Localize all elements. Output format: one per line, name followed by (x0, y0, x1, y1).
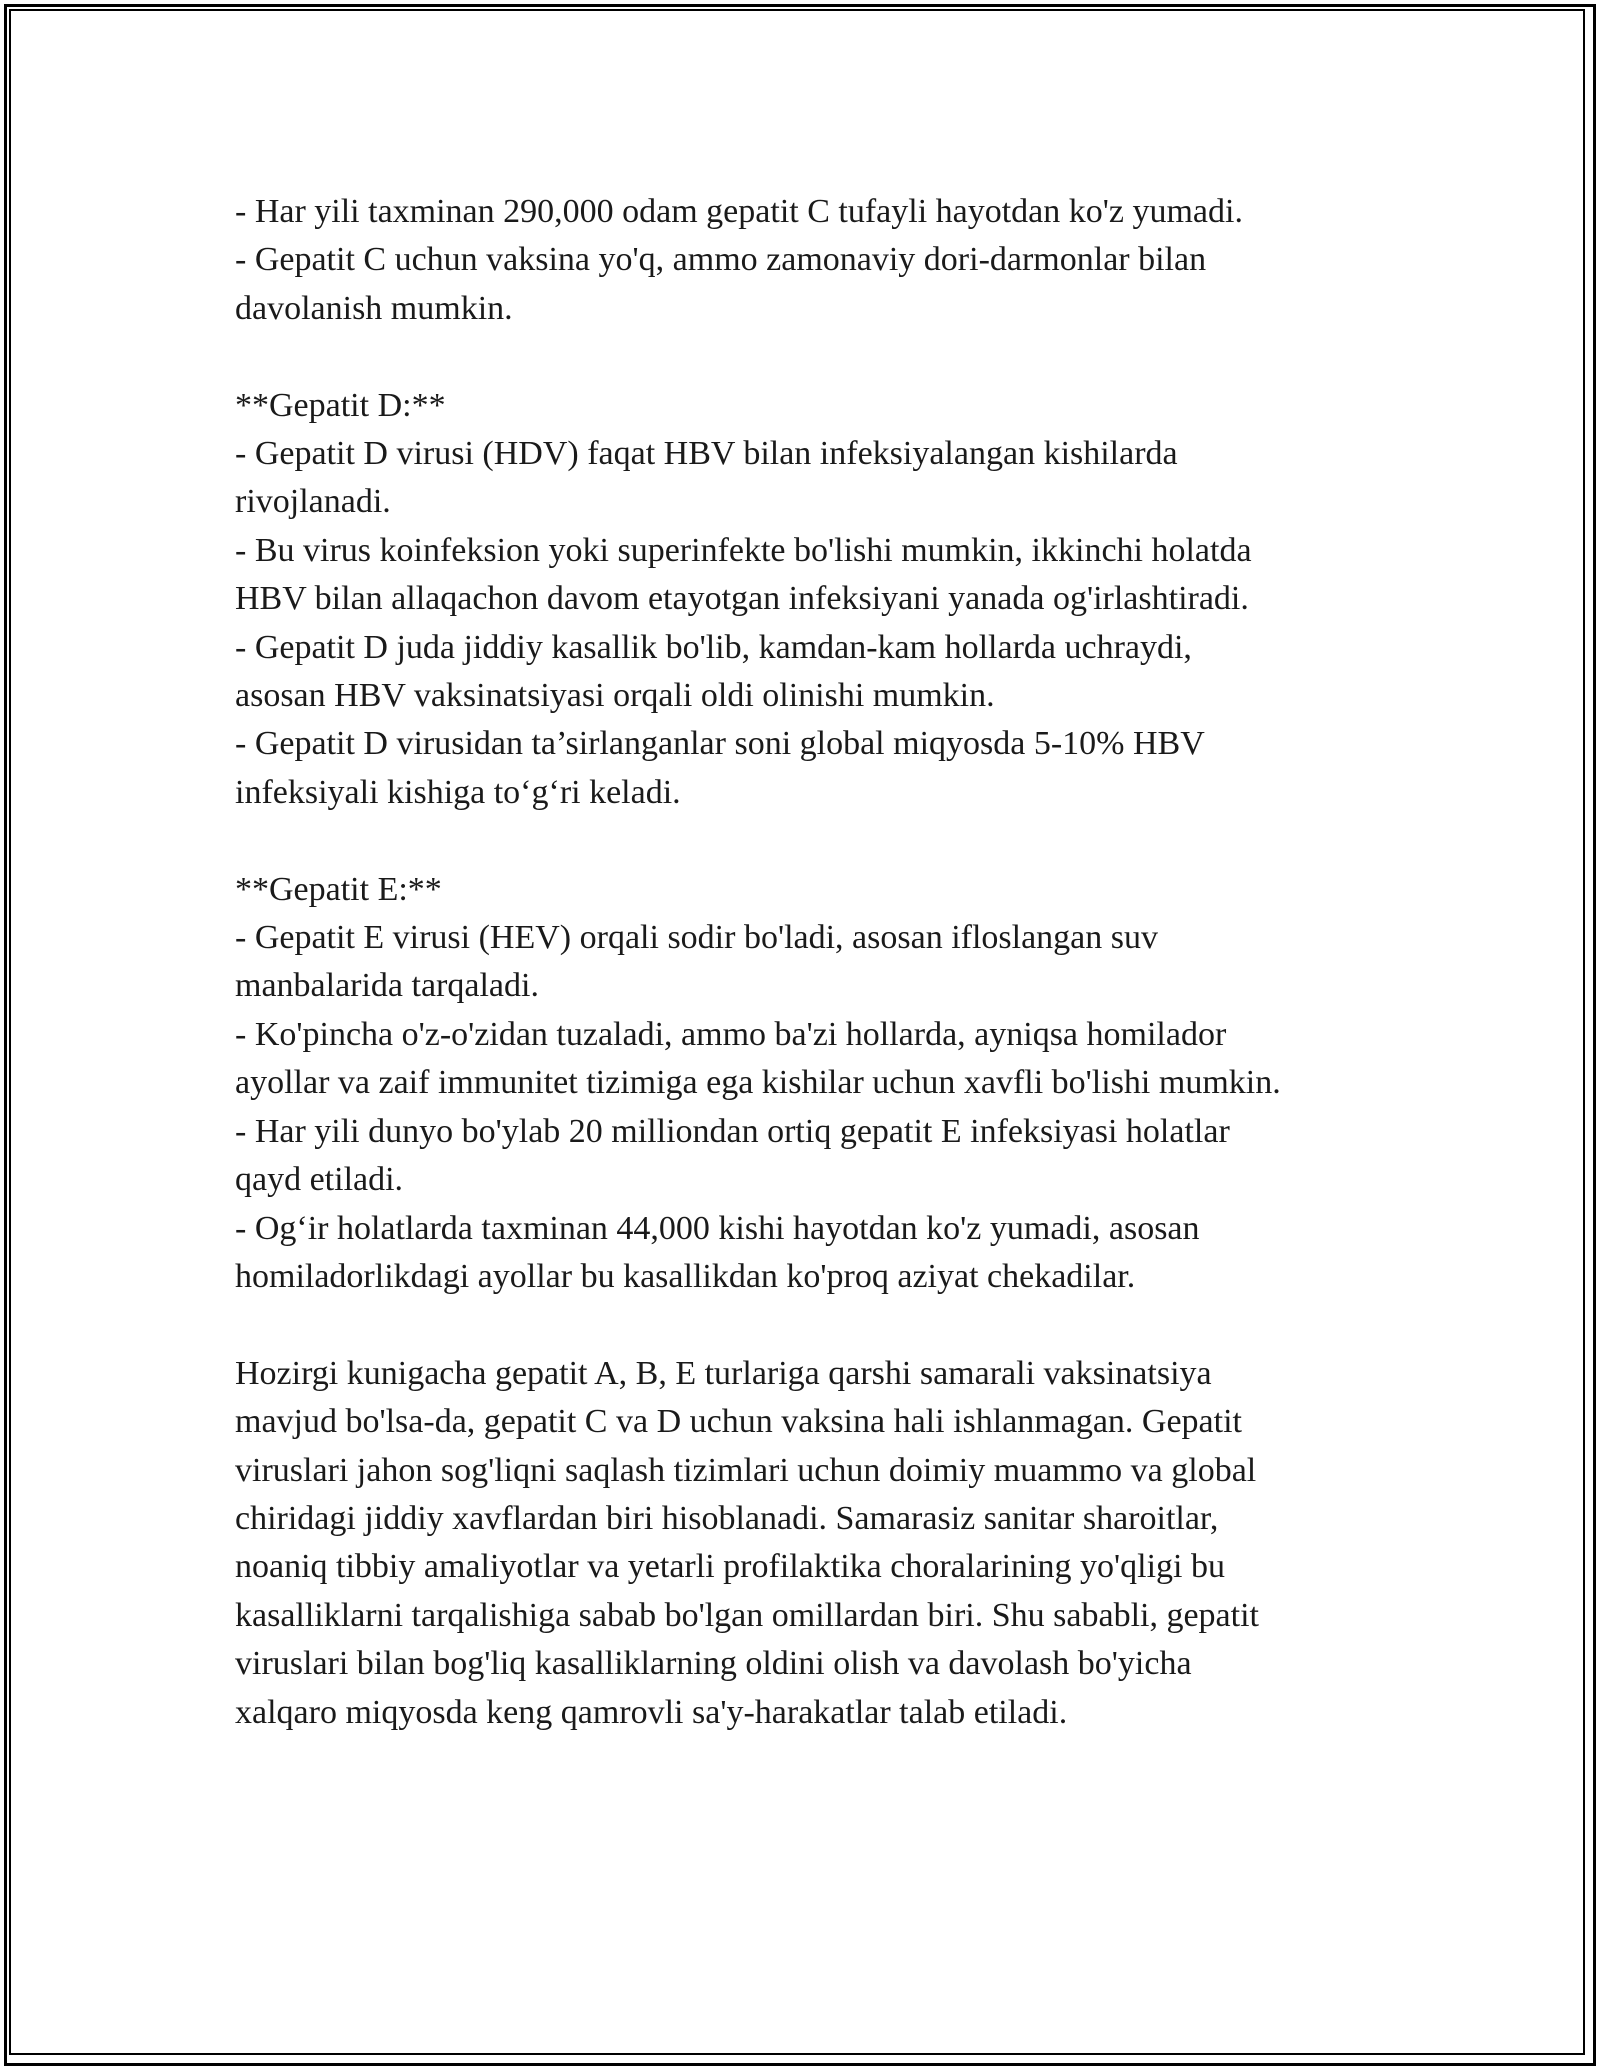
text-line: - Har yili taxminan 290,000 odam gepatit C tufayli hayotdan ko'z yumadi. (235, 193, 1243, 230)
section-heading: **Gepatit D:** (235, 386, 446, 424)
text-line: - Gepatit D virusi (HDV) faqat HBV bilan infeksiyalangan kishilarda (235, 435, 1178, 473)
text-line: mavjud bo'lsa-da, gepatit C va D uchun vaksina hali ishlanmagan. Gepatit (235, 1403, 1242, 1441)
text-line: kasalliklarni tarqalishiga sabab bo'lgan omillardan biri. Shu sababli, gepatit (235, 1596, 1259, 1634)
text-line: - Ko'pincha o'z-o'zidan tuzaladi, ammo ba'zi hollarda, ayniqsa homilador (235, 1015, 1227, 1053)
hepatitis-e-section (235, 866, 1385, 1302)
text-line: infeksiyali kishiga to‘g‘ri keladi. (235, 773, 681, 811)
hepatitis-d-section (235, 382, 1385, 818)
hepatitis-c-facts-block (235, 188, 1385, 333)
text-line: ayollar va zaif immunitet tizimiga ega kishilar uchun xavfli bo'lishi mumkin. (235, 1064, 1281, 1102)
text-line: asosan HBV vaksinatsiyasi orqali oldi olinishi mumkin. (235, 677, 995, 715)
document-body (235, 188, 1385, 1785)
text-line: - Har yili dunyo bo'ylab 20 milliondan ortiq gepatit E infeksiyasi holatlar (235, 1112, 1230, 1150)
text-line: - Gepatit D juda jiddiy kasallik bo'lib, kamdan-kam hollarda uchraydi, (235, 628, 1192, 666)
text-line: davolanish mumkin. (235, 289, 513, 327)
text-line: noaniq tibbiy amaliyotlar va yetarli profilaktika choralarining yo'qligi bu (235, 1548, 1225, 1586)
text-line: - Gepatit D virusidan ta’sirlanganlar soni global miqyosda 5-10% HBV (235, 725, 1205, 763)
text-line: - Og‘ir holatlarda taxminan 44,000 kishi hayotdan ko'z yumadi, asosan (235, 1209, 1200, 1247)
text-line: manbalarida tarqaladi. (235, 967, 539, 1005)
text-line: Hozirgi kunigacha gepatit A, B, E turlariga qarshi samarali vaksinatsiya (235, 1354, 1212, 1392)
text-line: homiladorlikdagi ayollar bu kasallikdan ko'proq aziyat chekadilar. (235, 1257, 1136, 1295)
section-heading: **Gepatit E:** (235, 870, 442, 908)
conclusion-paragraph (235, 1350, 1385, 1737)
text-line: - Gepatit C uchun vaksina yo'q, ammo zamonaviy dori-darmonlar bilan (235, 241, 1207, 279)
text-line: rivojlanadi. (235, 483, 391, 521)
text-line: qayd etiladi. (235, 1161, 404, 1199)
text-line: viruslari jahon sog'liqni saqlash tizimlari uchun doimiy muammo va global (235, 1451, 1257, 1489)
text-line: xalqaro miqyosda keng qamrovli sa'y-harakatlar talab etiladi. (235, 1693, 1068, 1731)
text-line: - Bu virus koinfeksion yoki superinfekte bo'lishi mumkin, ikkinchi holatda (235, 531, 1252, 569)
text-line: chiridagi jiddiy xavflardan biri hisoblanadi. Samarasiz sanitar sharoitlar, (235, 1499, 1219, 1537)
text-line: - Gepatit E virusi (HEV) orqali sodir bo'ladi, asosan ifloslangan suv (235, 919, 1158, 957)
text-line: viruslari bilan bog'liq kasalliklarning oldini olish va davolash bo'yicha (235, 1645, 1192, 1683)
text-line: HBV bilan allaqachon davom etayotgan infeksiyani yanada og'irlashtiradi. (235, 580, 1249, 618)
